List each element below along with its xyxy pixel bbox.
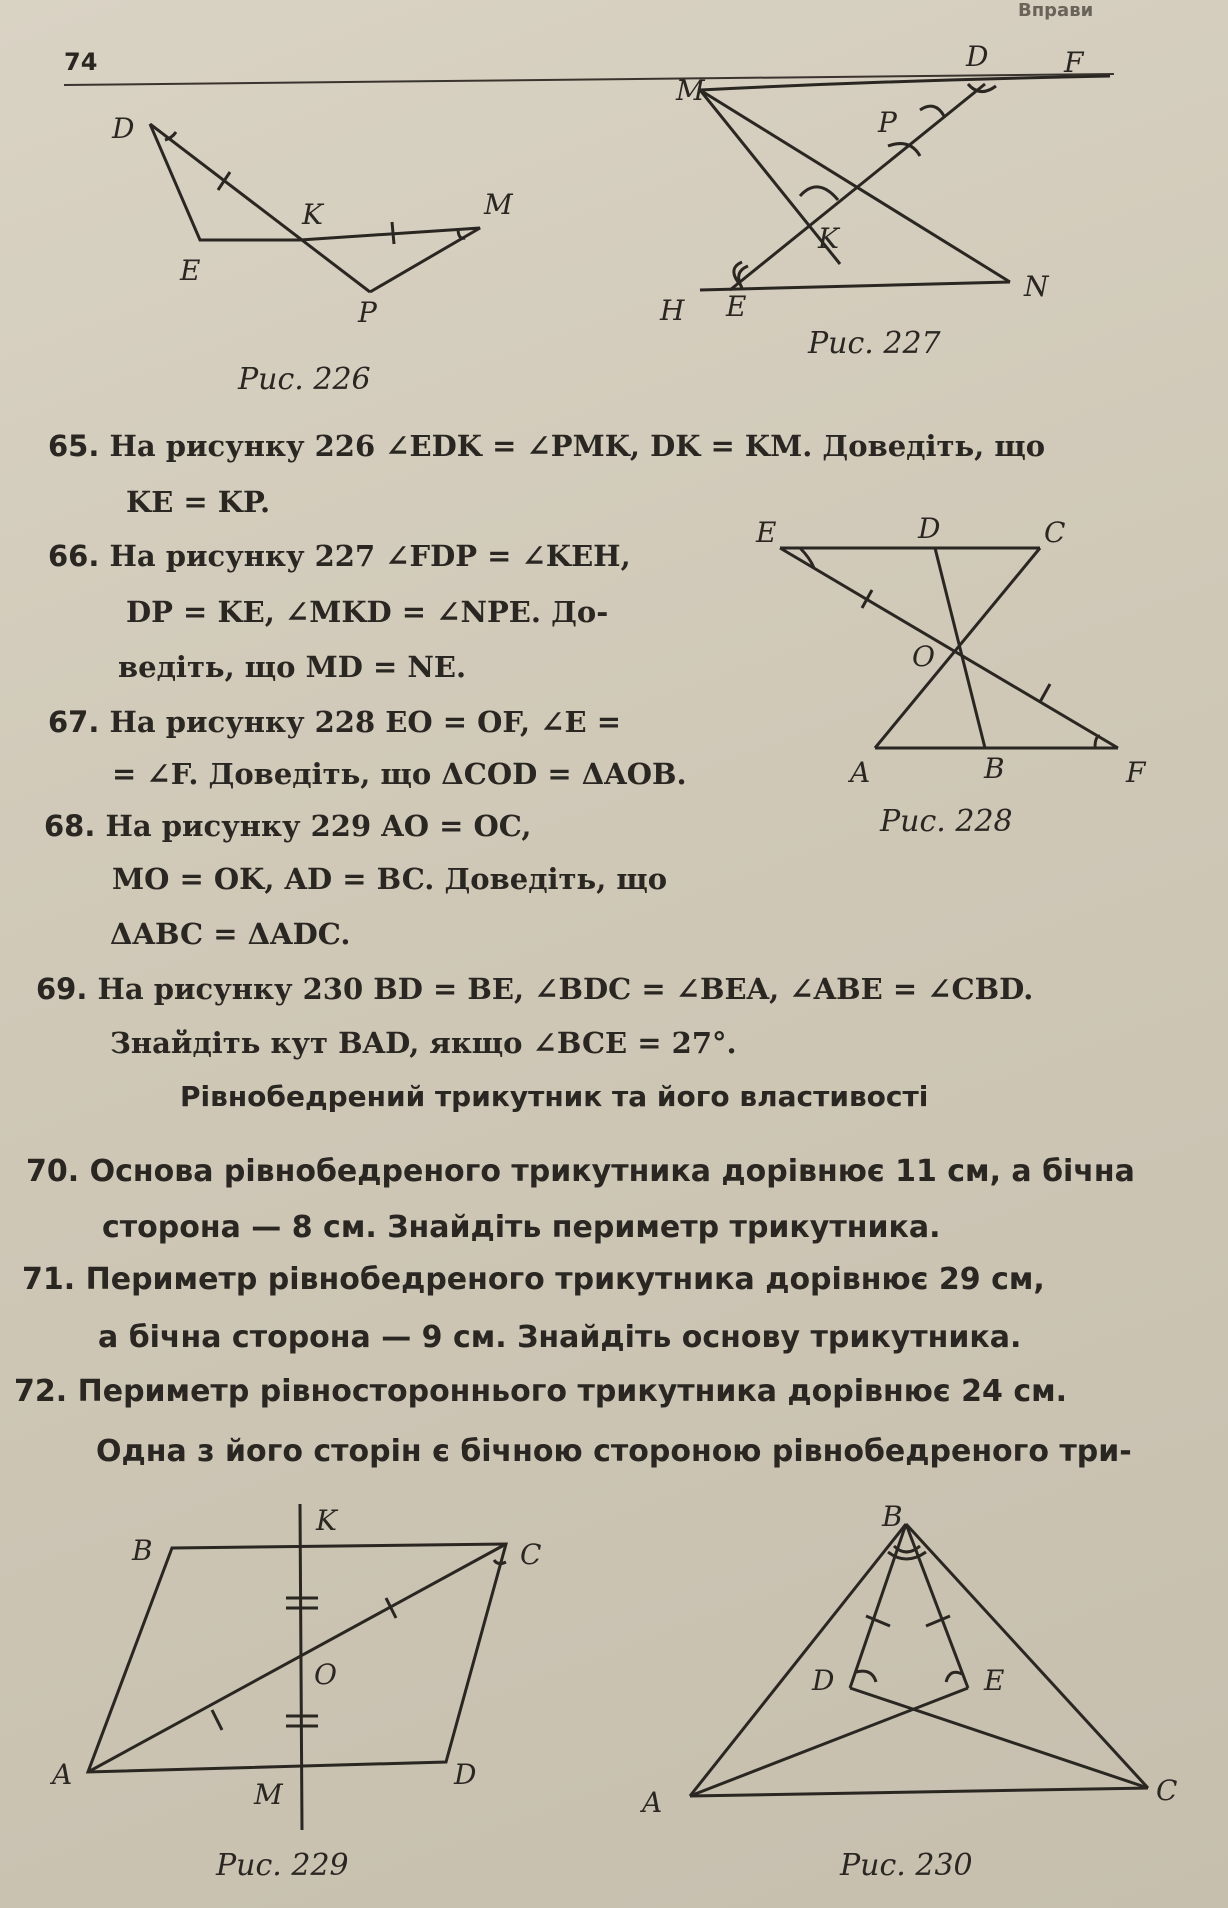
label-K: K (316, 1504, 337, 1537)
label-B: B (984, 752, 1005, 785)
problem-68-cont2: ΔABC = ΔADC. (110, 917, 351, 951)
label-C: C (1044, 516, 1066, 549)
problem-text: Периметр рівнобедреного трикутника дорівнює 29 см, (85, 1262, 1045, 1297)
label-D: D (812, 1664, 835, 1697)
running-title: Вправи (1018, 0, 1094, 21)
problem-number: 69. (36, 972, 88, 1006)
problem-number: 71. (22, 1262, 76, 1297)
label-M: M (484, 188, 513, 221)
problem-number: 67. (48, 705, 100, 739)
label-O: O (912, 640, 935, 673)
problem-text: На рисунку 230 BD = BE, ∠BDC = ∠BEA, ∠ABE = ∠CBD. (97, 972, 1034, 1006)
problem-number: 70. (26, 1154, 80, 1189)
problem-text: На рисунку 226 ∠EDK = ∠PMK, DK = KM. Доведіть, що (109, 429, 1046, 463)
label-E: E (756, 516, 777, 549)
label-K: K (818, 222, 839, 255)
label-E: E (180, 254, 201, 287)
problem-number: 65. (48, 429, 100, 463)
label-F: F (1064, 46, 1084, 79)
problem-65-cont: KE = KP. (126, 485, 271, 519)
caption-227: Рис. 227 (808, 326, 941, 361)
label-C: C (1156, 1774, 1178, 1807)
section-title: Рівнобедрений трикутник та його властивості (180, 1080, 929, 1113)
caption-230: Рис. 230 (840, 1848, 973, 1883)
problem-66-cont: DP = KE, ∠MKD = ∠NPE. До- (126, 595, 609, 629)
label-M: M (676, 74, 705, 107)
problem-72-cont: Одна з його сторін є бічною стороною рівнобедреного три- (96, 1434, 1132, 1469)
problem-69-cont: Знайдіть кут BAD, якщо ∠BCE = 27°. (110, 1026, 737, 1060)
label-B: B (882, 1500, 903, 1533)
caption-229: Рис. 229 (216, 1848, 349, 1883)
problem-number: 66. (48, 539, 100, 573)
problem-71-cont: а бічна сторона — 9 см. Знайдіть основу трикутника. (98, 1320, 1022, 1355)
label-O: O (314, 1658, 337, 1691)
label-D: D (918, 512, 941, 545)
label-M: M (254, 1778, 283, 1811)
problem-70-cont: сторона — 8 см. Знайдіть периметр трикутника. (102, 1210, 941, 1245)
caption-228: Рис. 228 (880, 804, 1013, 839)
problem-67-cont: = ∠F. Доведіть, що ΔCOD = ΔAOB. (112, 757, 687, 791)
label-D: D (966, 40, 989, 73)
caption-226: Рис. 226 (238, 362, 371, 397)
problem-text: Основа рівнобедреного трикутника дорівнює 11 см, а бічна (89, 1154, 1135, 1189)
label-P: P (878, 106, 897, 139)
label-D: D (112, 112, 135, 145)
problem-number: 72. (14, 1374, 68, 1409)
label-D: D (454, 1758, 477, 1791)
label-N: N (1024, 270, 1049, 303)
label-B: B (132, 1534, 153, 1567)
label-A: A (52, 1758, 73, 1791)
label-F: F (1126, 756, 1146, 789)
label-A: A (642, 1786, 663, 1819)
problem-number: 68. (44, 809, 96, 843)
label-P: P (358, 296, 377, 329)
label-C: C (520, 1538, 542, 1571)
label-E: E (984, 1664, 1005, 1697)
label-E: E (726, 290, 747, 323)
label-A: A (850, 756, 871, 789)
problem-text: На рисунку 227 ∠FDP = ∠KEH, (109, 539, 631, 573)
problem-66-cont2: ведіть, що MD = NE. (118, 650, 467, 684)
problem-text: На рисунку 229 AO = OC, (105, 809, 532, 843)
problem-text: На рисунку 228 EO = OF, ∠E = (109, 705, 622, 739)
label-H: H (660, 294, 685, 327)
problem-68-cont: MO = OK, AD = BC. Доведіть, що (112, 862, 668, 896)
label-K: K (302, 198, 323, 231)
page-number: 74 (64, 48, 98, 76)
problem-text: Периметр рівностороннього трикутника дорівнює 24 см. (77, 1374, 1068, 1409)
